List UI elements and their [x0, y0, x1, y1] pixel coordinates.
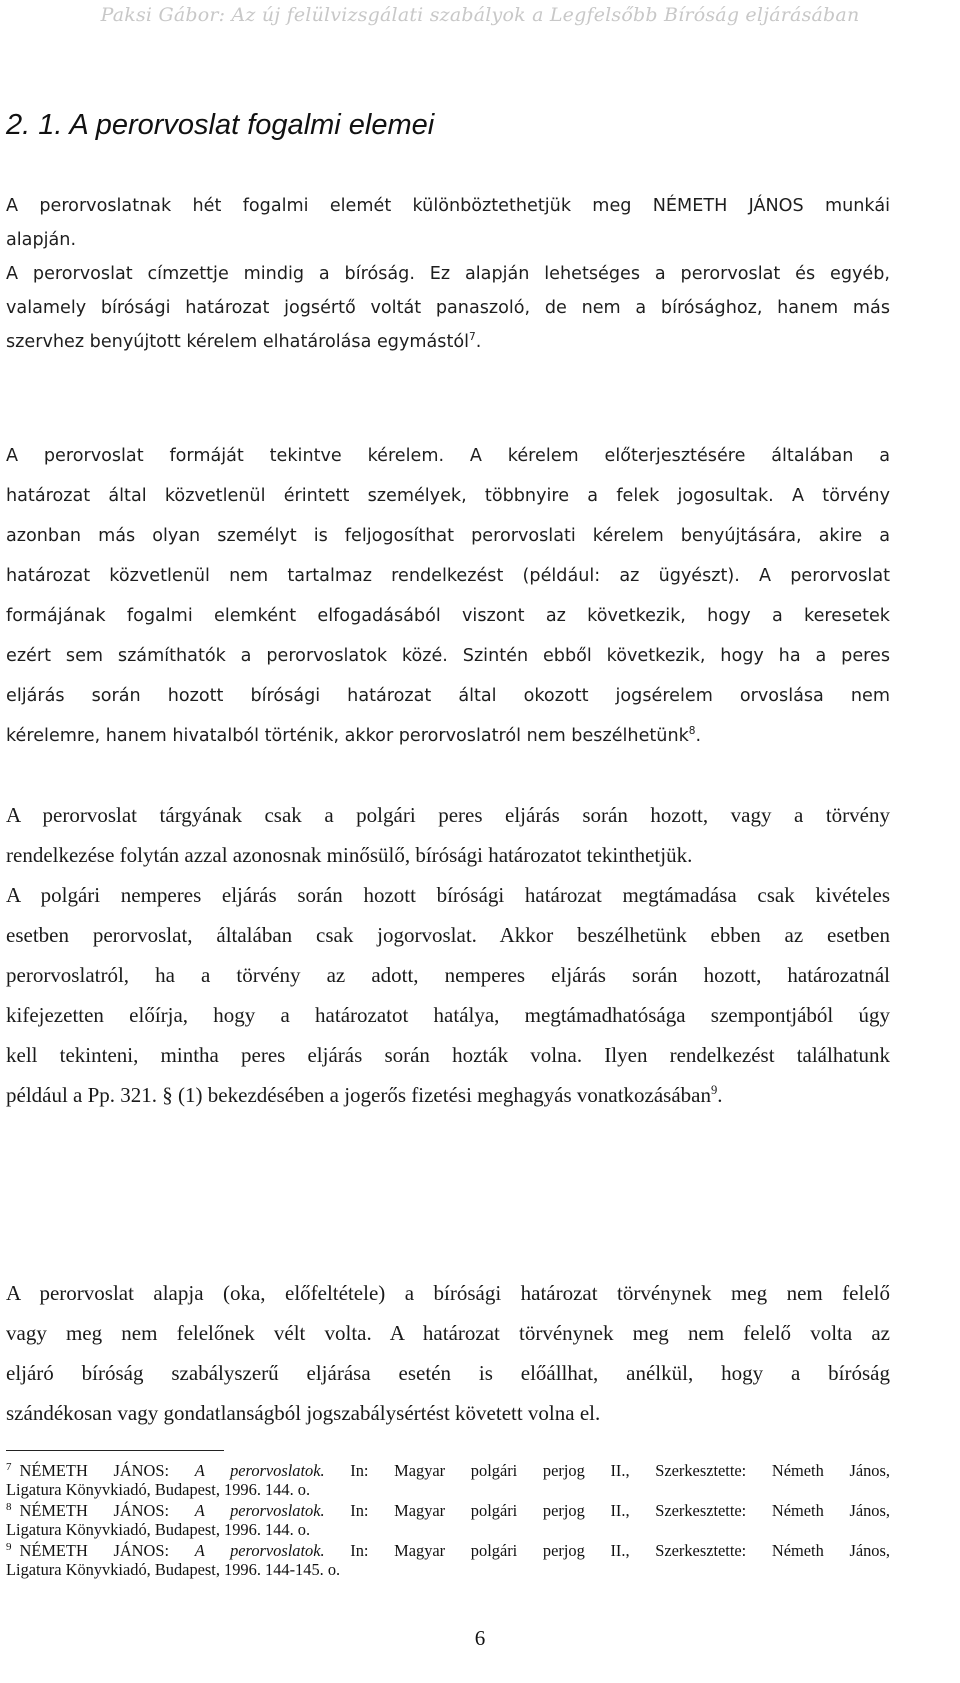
text-segment: . — [717, 1083, 723, 1107]
footnote-author: NÉMETH JÁNOS: — [19, 1461, 195, 1480]
footnote-line — [6, 1541, 890, 1560]
footnote-number: 8 — [6, 1500, 12, 1513]
text-line: ezért sem számíthatók a perorvoslatok közé. Szintén ebből következik, hogy ha a peres — [6, 646, 890, 666]
text-line — [6, 1075, 890, 1115]
text-line: határozat által közvetlenül érintett személyek, többnyire a felek jogosultak. A törvény — [6, 486, 890, 506]
text-line: valamely bírósági határozat jogsértő voltát panaszoló, de nem a bírósághoz, hanem más — [6, 298, 890, 318]
text-line: perorvoslatról, ha a törvény az adott, nemperes eljárás során hozott, határozatnál — [6, 963, 890, 987]
footnote-9 — [6, 1541, 890, 1579]
text-segment: például a Pp. 321. § (1) bekezdésében a jogerős fizetési meghagyás vonatkozásában — [6, 1083, 711, 1107]
footnote-7 — [6, 1461, 890, 1499]
text-line: A perorvoslat alapja (oka, előfeltétele) a bírósági határozat törvénynek meg nem felelő — [6, 1281, 890, 1305]
footnote-line: Ligatura Könyvkiadó, Budapest, 1996. 144. o. — [6, 1520, 311, 1539]
footnote-rest: In: Magyar polgári perjog II., Szerkesztette: Németh János, — [324, 1541, 890, 1560]
text-line: azonban más olyan személyt is feljogosíthat perorvoslati kérelem benyújtására, akire a — [6, 526, 890, 546]
text-line: formájának fogalmi elemként elfogadásából viszont az következik, hogy a keresetek — [6, 606, 890, 626]
footnote-line — [6, 1501, 890, 1520]
footnote-line: Ligatura Könyvkiadó, Budapest, 1996. 144. o. — [6, 1480, 311, 1499]
footnote-author: NÉMETH JÁNOS: — [19, 1501, 195, 1520]
footnote-8 — [6, 1501, 890, 1539]
footnote-ref-9[interactable]: 9 — [711, 1083, 718, 1097]
text-line: A perorvoslat címzettje mindig a bíróság. Ez alapján lehetséges a perorvoslat és egyéb, — [6, 264, 890, 284]
text-line: kifejezetten előírja, hogy a határozatot hatálya, megtámadhatósága szempontjából úgy — [6, 1003, 890, 1027]
text-line: A polgári nemperes eljárás során hozott bírósági határozat megtámadása csak kivételes — [6, 883, 890, 907]
text-line: eljárás során hozott bírósági határozat által okozott jogsérelem orvoslása nem — [6, 686, 890, 706]
paragraph-form — [6, 436, 890, 756]
paragraph-addressee — [6, 257, 890, 359]
paragraph-elements-intro — [6, 189, 890, 257]
footnote-ref-8[interactable]: 8 — [688, 725, 696, 738]
text-segment: szervhez benyújtott kérelem elhatárolása egymástól — [6, 332, 470, 352]
footnote-title: A perorvoslatok. — [194, 1541, 325, 1560]
text-line: rendelkezése folytán azzal azonosnak minősülő, bírósági határozatot tekinthetjük. — [6, 843, 693, 867]
footnote-line — [6, 1461, 890, 1480]
text-line — [6, 325, 890, 359]
text-segment: kérelemre, hanem hivatalból történik, akkor perorvoslatról nem beszélhetünk — [6, 726, 689, 746]
footnote-title: A perorvoslatok. — [194, 1501, 325, 1520]
footnote-line: Ligatura Könyvkiadó, Budapest, 1996. 144-145. o. — [6, 1560, 341, 1579]
paragraph-subject — [6, 795, 890, 1115]
text-line: A perorvoslatnak hét fogalmi elemét különböztethetjük meg NÉMETH JÁNOS munkái — [6, 196, 890, 216]
text-line: A perorvoslat tárgyának csak a polgári peres eljárás során hozott, vagy a törvény — [6, 803, 890, 827]
footnote-separator — [6, 1450, 224, 1451]
text-line: kell tekinteni, mintha peres eljárás során hozták volna. Ilyen rendelkezést találhatunk — [6, 1043, 890, 1067]
footnote-author: NÉMETH JÁNOS: — [19, 1541, 195, 1560]
footnote-rest: In: Magyar polgári perjog II., Szerkesztette: Németh János, — [324, 1461, 890, 1480]
text-line: vagy meg nem felelőnek vélt volta. A határozat törvénynek meg nem felelő volta az — [6, 1321, 890, 1345]
section-heading: 2. 1. A perorvoslat fogalmi elemei — [6, 109, 435, 141]
text-line — [6, 716, 890, 756]
text-line: határozat közvetlenül nem tartalmaz rendelkezést (például: az ügyészt). A perorvoslat — [6, 566, 890, 586]
paragraph-basis — [6, 1273, 890, 1433]
footnote-number: 9 — [6, 1540, 12, 1553]
text-line: szándékosan vagy gondatlanságból jogszabálysértést követett volna el. — [6, 1401, 601, 1425]
footnote-title: A perorvoslatok. — [194, 1461, 325, 1480]
running-header: Paksi Gábor: Az új felülvizsgálati szabályok a Legfelsőbb Bíróság eljárásában — [100, 4, 860, 26]
footnote-number: 7 — [6, 1460, 12, 1473]
text-segment: . — [475, 332, 482, 352]
text-line: esetben perorvoslat, általában csak jogorvoslat. Akkor beszélhetünk ebben az esetben — [6, 923, 890, 947]
footnote-rest: In: Magyar polgári perjog II., Szerkesztette: Németh János, — [324, 1501, 890, 1520]
text-line: alapján. — [6, 230, 77, 250]
footnote-ref-7[interactable]: 7 — [469, 331, 476, 344]
text-line: eljáró bíróság szabályszerű eljárása esetén is előállhat, anélkül, hogy a bíróság — [6, 1361, 890, 1385]
text-line: A perorvoslat formáját tekintve kérelem. A kérelem előterjesztésére általában a — [6, 446, 890, 466]
text-segment: . — [695, 726, 702, 746]
page-number: 6 — [474, 1626, 486, 1650]
